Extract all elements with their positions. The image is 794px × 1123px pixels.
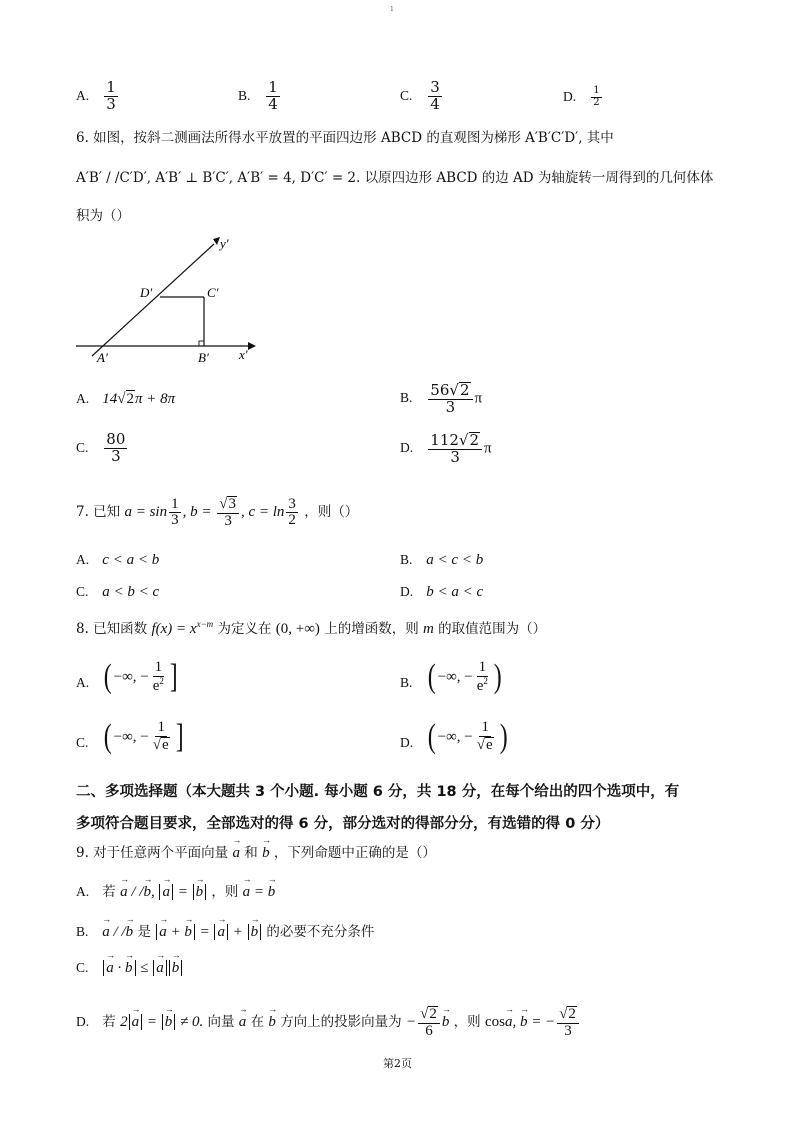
option-label: C. <box>76 584 89 599</box>
q9-option-a[interactable] <box>76 880 275 901</box>
option-formula: → a / /→ b <box>102 924 133 940</box>
option-mid-2: 在 <box>250 1014 265 1031</box>
q6-option-d[interactable]: D. $\frac{112√2}{3}$ π <box>400 431 492 466</box>
option-label: A. <box>76 884 90 899</box>
q8-stem-suffix: 上的增函数，则 <box>324 621 419 637</box>
q7-definitions: a = sin $\frac{1}{3}$ , b = $\frac{√3}{3}$ , c = ln $\frac{3}{2}$ <box>124 495 296 529</box>
q8-function: $f(x) = x^{x-m}$ <box>151 619 214 637</box>
option-interval: ( −∞, − $\frac{1}{e^2}$ ) <box>427 658 502 696</box>
q7-option-d[interactable] <box>400 584 483 601</box>
page-number: 第2页 <box>383 1057 412 1070</box>
option-mid-3: 方向上的投影向量为 <box>280 1014 402 1031</box>
option-formula: → a · → b ≤ → a→ b <box>102 960 183 976</box>
option-label: C. <box>400 87 413 103</box>
label-b: B′ <box>198 350 209 365</box>
option-text: a < c < b <box>426 552 484 568</box>
q8-domain: (0, +∞) <box>275 621 320 637</box>
q6-stem-line-3: 积为（） <box>76 208 130 224</box>
q8-stem-end: 的取值范围为（） <box>438 621 547 637</box>
fraction: $\frac{1}{3}$ <box>106 78 116 113</box>
label-c: C′ <box>207 285 219 300</box>
q9-option-b[interactable] <box>76 920 374 941</box>
option-formula: 14√2π + 8π <box>102 391 176 407</box>
q7-option-c[interactable] <box>76 584 159 601</box>
option-label: A. <box>76 391 90 406</box>
q9-option-c[interactable] <box>76 960 183 977</box>
q5-option-c[interactable] <box>400 80 444 113</box>
q7-option-a[interactable] <box>76 552 159 569</box>
q8-param: m <box>423 621 434 637</box>
q9-option-d[interactable] <box>76 1006 581 1040</box>
q6-option-b[interactable]: B. $\frac{56√2}{3}$ π <box>400 381 483 416</box>
option-label: B. <box>76 924 89 939</box>
option-label: D. <box>400 735 414 750</box>
option-label: C. <box>76 439 89 455</box>
q5-option-d[interactable] <box>563 86 604 108</box>
option-condition: → a + → b = → a + → b <box>155 924 262 940</box>
q5-option-b[interactable] <box>238 80 282 113</box>
q8-option-d[interactable] <box>400 720 509 754</box>
q6-stem-line-2: A′B′ / /C′D′, A′B′ ⊥ B′C′, A′B′ = 4, D′C′ = 2. 以原四边形 ABCD 的边 AD 为轴旋转一周得到的几何体体 <box>76 170 714 186</box>
q6-figure <box>70 232 270 372</box>
q9-stem-and: 和 <box>244 845 258 861</box>
label-y: y′ <box>220 236 229 251</box>
q7-stem-prefix: 7. 已知 <box>76 504 121 521</box>
option-label: D. <box>400 584 414 599</box>
option-text: c < a < b <box>102 552 160 568</box>
q9-stem-prefix: 9. 对于任意两个平面向量 <box>76 845 229 861</box>
q8-option-c[interactable] <box>76 720 185 754</box>
label-x: x′ <box>239 347 248 362</box>
fraction: $\frac{1}{4}$ <box>268 78 278 113</box>
q8-option-a[interactable] <box>76 660 179 695</box>
q7-option-b[interactable] <box>400 552 483 569</box>
option-interval: ( −∞, − $\frac{1}{e^2}$ ] <box>103 658 178 696</box>
option-label: D. <box>76 1014 90 1030</box>
option-label: A. <box>76 552 90 567</box>
option-label: B. <box>238 87 251 103</box>
option-label: C. <box>76 735 89 750</box>
section-heading-line-2: 多项符合题目要求，全部选对的得 6 分，部分选对的得部分分，有选错的得 0 分） <box>76 816 610 832</box>
q8-stem <box>76 620 546 637</box>
option-conclusion: → a = → b <box>243 884 276 900</box>
fraction: $\frac{80}{3}$ <box>106 430 126 465</box>
option-label: D. <box>400 440 414 456</box>
label-a: A′ <box>97 350 108 365</box>
q6-stem-line-1: 6. 如图，按斜二测画法所得水平放置的平面四边形 ABCD 的直观图为梯形 A′B′C′D′, 其中 <box>76 130 614 146</box>
vector-a: → a <box>239 1014 247 1030</box>
option-label: A. <box>76 87 90 103</box>
option-text: a < b < c <box>102 584 160 600</box>
option-interval: ( −∞, − $\frac{1}{√e}$ ] <box>103 718 184 755</box>
y-axis-arrow <box>213 237 220 245</box>
option-condition: 2→ a = → b ≠ 0. <box>120 1014 203 1030</box>
page-mark: 1 <box>390 6 394 13</box>
label-d: D′ <box>140 285 153 300</box>
option-prefix: 若 <box>102 1014 116 1031</box>
option-prefix: 若 <box>102 884 116 900</box>
y-axis <box>92 244 214 356</box>
vector-b: → b <box>262 845 270 861</box>
q8-stem-mid: 为定义在 <box>217 621 272 637</box>
q7-stem <box>76 496 358 530</box>
right-angle-mark <box>199 341 204 346</box>
option-interval: ( −∞, − $\frac{1}{√e}$ ) <box>427 718 508 755</box>
option-label: C. <box>76 960 89 975</box>
q7-stem-suffix: ，则（） <box>304 504 359 521</box>
option-mid: ，则 <box>211 884 239 900</box>
x-axis-arrow <box>248 342 256 350</box>
fraction: $\frac{112√2}{3}$ <box>428 432 482 466</box>
option-mid-1: 向量 <box>207 1014 235 1031</box>
option-label: B. <box>400 552 413 567</box>
option-text: b < a < c <box>426 584 484 600</box>
vector-b: → b <box>268 1014 276 1030</box>
vector-a: → a <box>232 845 240 861</box>
option-label: B. <box>400 390 413 406</box>
option-label: A. <box>76 675 90 691</box>
fraction: $\frac{3}{4}$ <box>430 78 440 113</box>
fraction: $\frac{1}{2}$ <box>593 85 600 108</box>
q5-option-a[interactable] <box>76 80 120 113</box>
q8-option-b[interactable] <box>400 660 503 695</box>
option-label: B. <box>400 675 413 691</box>
q6-option-a[interactable] <box>76 390 175 408</box>
q8-stem-prefix: 8. 已知函数 <box>76 621 148 637</box>
section-heading-line-1: 二、多项选择题（本大题共 3 个小题. 每小题 6 分，共 18 分，在每个给出的四个选项中，有 <box>76 784 680 800</box>
option-label: D. <box>563 88 577 104</box>
q9-stem-suffix: ，下列命题中正确的是（） <box>273 845 436 861</box>
option-mid: 是 <box>137 924 151 940</box>
q6-option-c[interactable] <box>76 432 129 465</box>
cosine-formula: cos→ a, → b = − $\frac{√2}{3}$ <box>485 1014 581 1030</box>
option-mid-4: ，则 <box>453 1014 481 1031</box>
projection-formula: − $\frac{√2}{6}$ → b <box>406 1014 449 1030</box>
q9-stem <box>76 846 436 861</box>
option-suffix: 的必要不充分条件 <box>266 924 375 940</box>
option-formula: → a / /→ b, → a = → b <box>120 884 207 900</box>
fraction: $\frac{56√2}{3}$ <box>428 382 472 416</box>
